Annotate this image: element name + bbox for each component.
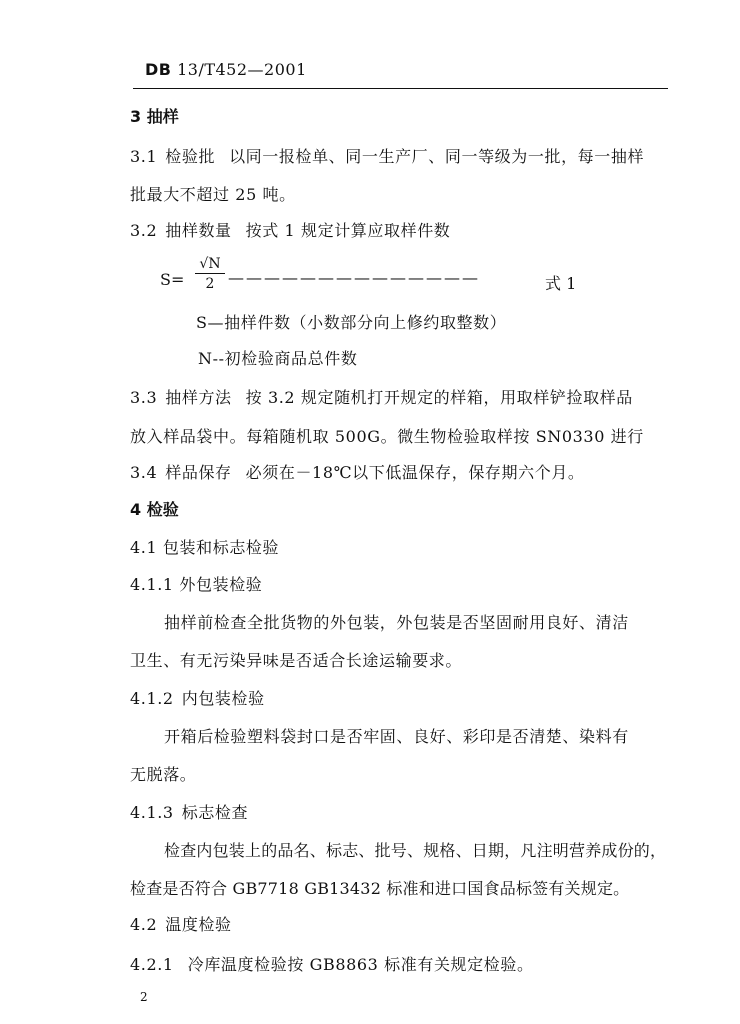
clause-number: 3.2 — [130, 221, 158, 240]
clause-3-1-cont: 批最大不超过 25 吨。 — [130, 185, 296, 204]
clause-3-4 — [130, 460, 585, 483]
clause-term: 样品保存 — [165, 463, 232, 482]
equation-label: 式 1 — [545, 274, 577, 293]
formula-lhs: S= — [160, 270, 185, 289]
clause-4-1: 4.1 包装和标志检验 — [130, 538, 280, 557]
clause-3-1 — [130, 144, 644, 167]
formula-denominator: 2 — [205, 276, 215, 292]
definition-n: N--初检验商品总件数 — [198, 349, 358, 368]
clause-3-3 — [130, 385, 633, 408]
clause-3-2 — [130, 218, 450, 241]
clause-number: 4.2 — [130, 915, 158, 934]
clause-title: 标志检查 — [181, 803, 249, 822]
formula-numerator: √N — [195, 256, 225, 274]
clause-number: 3.1 — [130, 147, 158, 166]
standard-prefix: DB — [145, 60, 172, 79]
section-3-title: 3 抽样 — [130, 107, 179, 126]
formula-fraction — [195, 256, 225, 292]
clause-text: 按式 1 规定计算应取样件数 — [245, 221, 451, 240]
clause-4-1-3 — [130, 800, 262, 823]
clause-number: 3.3 — [130, 388, 158, 407]
page-number: 2 — [140, 990, 148, 1004]
clause-title: 温度检验 — [165, 915, 232, 934]
clause-4-1-1: 4.1.1 外包装检验 — [130, 575, 263, 594]
clause-4-1-2 — [130, 686, 279, 709]
section-4-title: 4 检验 — [130, 500, 179, 519]
clause-4-1-2-cont: 无脱落。 — [130, 765, 197, 784]
clause-3-3-cont: 放入样品袋中。每箱随机取 500G。微生物检验取样按 SN0330 进行 — [130, 427, 644, 446]
clause-number: 3.4 — [130, 463, 158, 482]
clause-4-1-3-cont: 检查是否符合 GB7718 GB13432 标准和进口国食品标签有关规定。 — [130, 879, 630, 898]
clause-number: 4.2.1 — [130, 955, 174, 974]
clause-4-1-3-text: 检查内包装上的品名、标志、批号、规格、日期，凡注明营养成份的， — [164, 841, 667, 860]
clause-text: 按 3.2 规定随机打开规定的样箱，用取样铲捡取样品 — [245, 388, 633, 407]
clause-term: 抽样数量 — [165, 221, 232, 240]
clause-term: 检验批 — [165, 147, 216, 166]
clause-4-1-1-cont: 卫生、有无污染异味是否适合长途运输要求。 — [130, 651, 463, 670]
clause-text: 必须在－18℃以下低温保存，保存期六个月。 — [245, 463, 585, 482]
clause-4-2 — [130, 912, 246, 935]
clause-4-1-2-text: 开箱后检验塑料袋封口是否牢固、良好、彩印是否清楚、染料有 — [164, 727, 629, 746]
clause-4-1-1-text: 抽样前检查全批货物的外包装，外包装是否坚固耐用良好、清洁 — [164, 613, 629, 632]
standard-code: 13/T452—2001 — [177, 60, 307, 79]
definition-s: S—抽样件数（小数部分向上修约取整数） — [196, 313, 507, 332]
clause-text: 冷库温度检验按 GB8863 标准有关规定检验。 — [187, 955, 534, 974]
clause-term: 抽样方法 — [165, 388, 232, 407]
clause-number: 4.1.3 — [130, 803, 174, 822]
formula-dashes: —————————————— — [228, 268, 480, 287]
clause-title: 内包装检验 — [181, 689, 265, 708]
document-header — [145, 60, 307, 79]
clause-text: 以同一报检单、同一生产厂、同一等级为一批，每一抽样 — [229, 147, 645, 166]
header-rule — [133, 88, 668, 89]
clause-number: 4.1.2 — [130, 689, 174, 708]
clause-4-2-1 — [130, 952, 534, 975]
